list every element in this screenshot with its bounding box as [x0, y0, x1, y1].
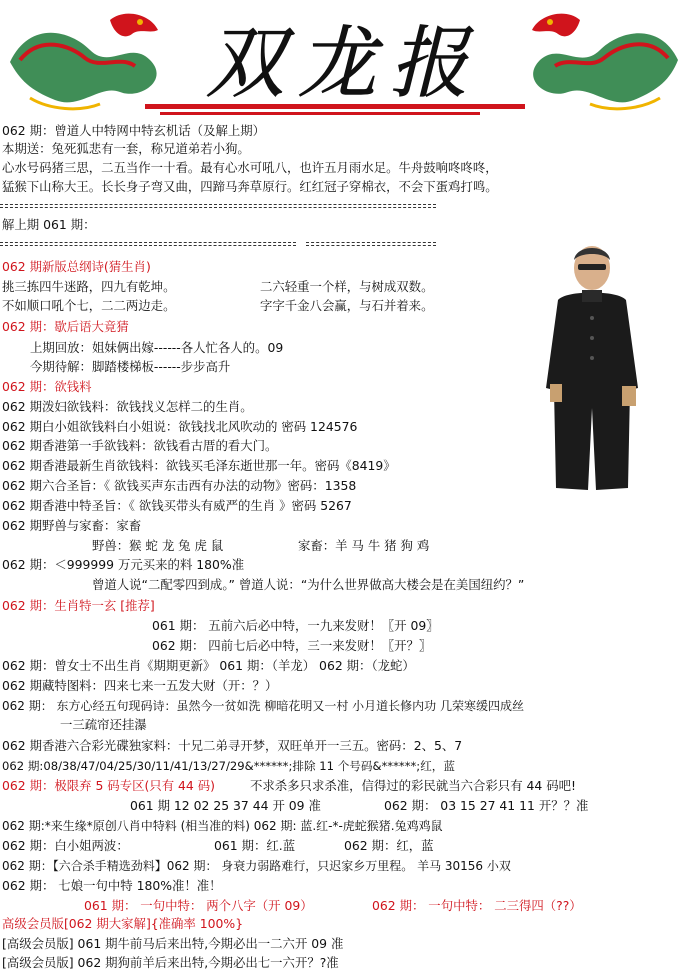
divider	[0, 242, 296, 246]
text-line: 062 期:08/38/47/04/25/30/11/41/13/27/29&******;排除 11 个号码&******;红，蓝	[2, 759, 455, 773]
text-line: 062 期泼妇欲钱料：欲钱找义怎样二的生肖。	[2, 399, 253, 414]
text-line: 不求杀多只求杀准，信得过的彩民就当六合彩只有 44 码吧!	[250, 778, 576, 793]
text-line: 062 期： 七娘一句中特 180%准！准！	[2, 878, 222, 893]
divider	[306, 242, 436, 246]
text-line: 062 期野兽与家畜：家畜	[2, 518, 142, 533]
text-line: 062 期： 东方心经五句现码诗：虽然今一贫如洗 柳暗花明又一村 小月道长修内功 几荣寒缓四成丝	[2, 699, 524, 713]
text-line: 062 期：＜999999 万元买来的料 180%准	[2, 557, 245, 572]
text-line: 062 期：红，蓝	[344, 838, 434, 853]
divider	[0, 204, 436, 208]
text-line: 062 期：曾道人中特网中特玄机话（及解上期）	[2, 123, 266, 138]
text-line: 062 期:*来生缘*原创八肖中特料 (相当准的料) 062 期: 蓝.红-*-虎蛇猴猪.兔鸡鸡鼠	[2, 819, 443, 833]
text-line: 062 期六合圣旨：《 欲钱买声东击西有办法的动物》密码：1358	[2, 478, 357, 493]
text-line: 062 期：白小姐两波：	[2, 838, 129, 853]
text-line: 曾道人说“二配零四到成。” 曾道人说：“为什么世界做高大楼会是在美国纽约？”	[92, 577, 525, 592]
text-line: 家畜：羊 马 牛 猪 狗 鸡	[298, 538, 430, 553]
section-heading: 062 期：极限弃 5 码专区(只有 44 码)	[2, 778, 215, 793]
text-line: 062 期香港中特圣旨：《 欲钱买带头有威严的生肖 》密码 5267	[2, 498, 352, 513]
text-line: 061 期： 一句中特： 两个八字（开 09）	[84, 898, 313, 913]
left-dragon-icon	[10, 14, 158, 109]
text-line: 062 期白小姐欲钱料白小姐说：欲钱找北风吹动的 密码 124576	[2, 419, 358, 434]
man-in-suit-photo	[536, 238, 648, 500]
title-underline-thin	[160, 112, 480, 115]
section-heading: 062 期：歇后语大竟猜	[2, 319, 129, 334]
text-line: 心水号码猪三思，二五当作一十看。最有心水可吼八，也许五月雨水足。牛舟鼓响咚咚咚，	[2, 160, 498, 175]
text-line: [高级会员版] 062 期狗前羊后来出特,今期必出七一六开？?准	[2, 955, 339, 970]
poem-line: 不如顺口吼个七，二二两边走。	[2, 298, 176, 313]
right-dragon-icon	[532, 14, 678, 109]
text-line: 062 期香港最新生肖欲钱料：欲钱买毛泽东逝世那一年。密码《8419》	[2, 458, 396, 473]
text-line: [高级会员版] 061 期牛前马后来出特,今期必出一二六开 09 准	[2, 936, 344, 951]
text-line: 解上期 061 期：	[2, 217, 96, 232]
text-line: 上期回放：姐妹俩出嫁------各人忙各人的。09	[30, 340, 284, 355]
text-line: 061 期： 五前六后必中特，一九来发财！〖开 09〗	[152, 618, 439, 633]
text-line: 062 期：曾女士不出生肖《期期更新》 061 期：（羊龙） 062 期：（龙蛇）	[2, 658, 415, 673]
poem-line: 二六轻重一个样，与树成双数。	[260, 279, 434, 294]
text-line: 061 期：红.蓝	[214, 838, 296, 853]
text-line: 062 期藏特图料：四来七来一五发大财（开：？）	[2, 678, 278, 693]
text-line: 猛猴下山称大王。长长身子弯又曲，四蹄马奔草原行。红红冠子穿棉衣，不会下蛋鸡打鸣。	[2, 179, 498, 194]
section-heading: 062 期：欲钱料	[2, 379, 92, 394]
masthead-banner	[0, 0, 688, 122]
poem-line: 挑三拣四牛迷路，四九有乾坤。	[2, 279, 176, 294]
text-line: 061 期 12 02 25 37 44 开 09 准	[130, 798, 321, 813]
text-line: 一三疏帘还挂瀑	[60, 717, 147, 732]
dragon-banner-art	[0, 0, 688, 122]
text-line: 062 期： 四前七后必中特，三一来发财！〖开？〗	[152, 638, 432, 653]
text-line: 062 期： 03 15 27 41 11 开？？准	[384, 798, 589, 813]
masthead-title: 双龙报	[205, 19, 483, 109]
text-line: 062 期： 一句中特： 二三得四（??）	[372, 898, 582, 913]
text-line: 今期待解：脚踏楼梯板------步步高升	[30, 359, 231, 374]
section-heading: 062 期新版总纲诗(猜生肖)	[2, 259, 151, 274]
text-line: 062 期香港六合彩光碟独家料：十兄二弟寻开梦，双旺单开一三五。密码：2、5、7	[2, 738, 463, 753]
text-line: 062 期香港第一手欲钱料：欲钱看古厝的看大门。	[2, 438, 278, 453]
text-line: 062 期：【六合杀手精选劲料】062 期： 身衰力弱路难行，只迟家乡万里程。 羊马 30156 小双	[2, 859, 511, 873]
section-heading: 062 期：生肖特一玄 [推荐]	[2, 598, 155, 613]
section-heading: 高级会员版[062 期大家解]{准确率 100%}	[2, 916, 244, 931]
text-line: 野兽：猴 蛇 龙 兔 虎 鼠	[92, 538, 224, 553]
text-line: 本期送：兔死狐悲有一套，称兄道弟若小狗。	[2, 141, 250, 156]
poem-line: 字字千金八会赢，与石并着来。	[260, 298, 434, 313]
